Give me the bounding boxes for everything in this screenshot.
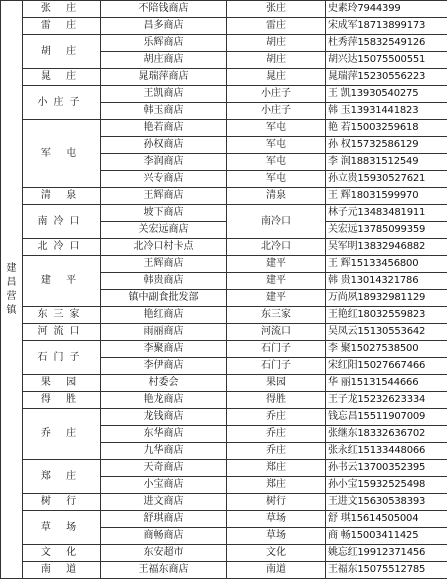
shop-name: 龙钱商店 bbox=[101, 409, 227, 426]
contact-cell: 胡兴达15075500551 bbox=[326, 52, 447, 69]
village-cell: 北冷口 bbox=[227, 239, 326, 256]
shop-name: 李润商店 bbox=[101, 154, 227, 171]
village-cell: 建平 bbox=[227, 273, 326, 290]
shop-name: 艳龙商店 bbox=[101, 392, 227, 409]
contact-cell: 杜秀萍15832549126 bbox=[326, 35, 447, 52]
table-row bbox=[1, 545, 447, 562]
village-cell: 草场 bbox=[227, 511, 326, 528]
shop-name: 天奇商店 bbox=[101, 460, 227, 477]
contact-cell: 宋成军18713899173 bbox=[326, 18, 447, 35]
shop-name: 雨丽商店 bbox=[101, 324, 227, 341]
village-name: 晁 庄 bbox=[23, 69, 101, 86]
village-name: 雷 庄 bbox=[23, 18, 101, 35]
village-name: 张 庄 bbox=[23, 1, 101, 18]
shop-name: 艳红商店 bbox=[101, 307, 227, 324]
contact-cell: 韩 贵13014321786 bbox=[326, 273, 447, 290]
table-row bbox=[1, 35, 447, 52]
village-name: 军 屯 bbox=[23, 120, 101, 188]
village-cell: 东三家 bbox=[227, 307, 326, 324]
contact-cell: 华 丽15131544666 bbox=[326, 375, 447, 392]
contact-cell: 孙 权15732586129 bbox=[326, 137, 447, 154]
village-cell: 小庄子 bbox=[227, 103, 326, 120]
village-name: 南冷口 bbox=[23, 205, 101, 239]
shop-name: 孙权商店 bbox=[101, 137, 227, 154]
shop-name: 晁瑞萍商店 bbox=[101, 69, 227, 86]
village-name: 南 道 bbox=[23, 562, 101, 579]
contact-cell: 晁瑞萍15230556223 bbox=[326, 69, 447, 86]
shop-name: 九华商店 bbox=[101, 443, 227, 460]
village-cell: 南冷口 bbox=[227, 205, 326, 239]
contact-cell: 张继东18332636702 bbox=[326, 426, 447, 443]
village-cell: 文化 bbox=[227, 545, 326, 562]
village-name: 小庄子 bbox=[23, 86, 101, 120]
shop-name: 艳若商店 bbox=[101, 120, 227, 137]
shop-name: 东安超市 bbox=[101, 545, 227, 562]
table-row bbox=[1, 511, 447, 528]
contact-cell: 韩 玉13931441823 bbox=[326, 103, 447, 120]
village-cell: 军屯 bbox=[227, 171, 326, 188]
town-name: 建昌营镇 bbox=[1, 1, 23, 579]
shop-name: 不陪钱商店 bbox=[101, 1, 227, 18]
shop-name: 王辉商店 bbox=[101, 256, 227, 273]
village-cell: 雷庄 bbox=[227, 18, 326, 35]
village-cell: 郑庄 bbox=[227, 477, 326, 494]
village-cell: 果园 bbox=[227, 375, 326, 392]
table-row bbox=[1, 188, 447, 205]
table-row bbox=[1, 205, 447, 222]
table-row bbox=[1, 392, 447, 409]
shop-name: 乐辉商店 bbox=[101, 35, 227, 52]
village-name: 文 化 bbox=[23, 545, 101, 562]
village-name: 北冷口 bbox=[23, 239, 101, 256]
village-name: 郑 庄 bbox=[23, 460, 101, 494]
shop-name: 韩贵商店 bbox=[101, 273, 227, 290]
table-row bbox=[1, 1, 447, 18]
shop-name: 王凯商店 bbox=[101, 86, 227, 103]
village-cell: 建平 bbox=[227, 256, 326, 273]
contact-cell: 王子龙15232623334 bbox=[326, 392, 447, 409]
table-row bbox=[1, 324, 447, 341]
village-cell: 得胜 bbox=[227, 392, 326, 409]
shop-name: 村委会 bbox=[101, 375, 227, 392]
shop-name: 坡下商店 bbox=[101, 205, 227, 222]
contact-cell: 孙书云13700352395 bbox=[326, 460, 447, 477]
shop-name: 兴专商店 bbox=[101, 171, 227, 188]
shop-name: 东华商店 bbox=[101, 426, 227, 443]
village-cell: 小庄子 bbox=[227, 86, 326, 103]
contact-cell: 孙立贵15930527621 bbox=[326, 171, 447, 188]
shop-name: 李伊商店 bbox=[101, 358, 227, 375]
shop-name: 王辉商店 bbox=[101, 188, 227, 205]
shop-name: 韩玉商店 bbox=[101, 103, 227, 120]
village-cell: 南道 bbox=[227, 562, 326, 579]
shop-name: 李聚商店 bbox=[101, 341, 227, 358]
table-body bbox=[1, 1, 447, 579]
village-name: 东三家 bbox=[23, 307, 101, 324]
contact-cell: 李 润18831512549 bbox=[326, 154, 447, 171]
shop-name: 王福东商店 bbox=[101, 562, 227, 579]
village-cell: 石门子 bbox=[227, 341, 326, 358]
contact-cell: 林子元13483481911 bbox=[326, 205, 447, 222]
village-cell: 清泉 bbox=[227, 188, 326, 205]
village-name: 河流口 bbox=[23, 324, 101, 341]
table-row bbox=[1, 239, 447, 256]
village-cell: 胡庄 bbox=[227, 35, 326, 52]
contact-cell: 李 聚15027538500 bbox=[326, 341, 447, 358]
village-name: 石门子 bbox=[23, 341, 101, 375]
shop-name: 商畅商店 bbox=[101, 528, 227, 545]
contact-cell: 王福东15075512785 bbox=[326, 562, 447, 579]
village-cell: 胡庄 bbox=[227, 52, 326, 69]
table-row bbox=[1, 409, 447, 426]
table-row bbox=[1, 375, 447, 392]
village-name: 果 园 bbox=[23, 375, 101, 392]
table-row bbox=[1, 341, 447, 358]
village-name: 建 平 bbox=[23, 256, 101, 307]
village-cell: 郑庄 bbox=[227, 460, 326, 477]
village-cell: 军屯 bbox=[227, 154, 326, 171]
contact-cell: 姚忘红19912371456 bbox=[326, 545, 447, 562]
table-row bbox=[1, 307, 447, 324]
table-row bbox=[1, 494, 447, 511]
contact-cell: 王 辉15133456800 bbox=[326, 256, 447, 273]
village-name: 得 胜 bbox=[23, 392, 101, 409]
village-cell: 张庄 bbox=[227, 1, 326, 18]
contact-cell: 关宏远13785099359 bbox=[326, 222, 447, 239]
village-name: 胡 庄 bbox=[23, 35, 101, 69]
table-row bbox=[1, 256, 447, 273]
shop-name: 小宝商店 bbox=[101, 477, 227, 494]
contact-cell: 王 凯13930540275 bbox=[326, 86, 447, 103]
contact-cell: 艳 若15003259618 bbox=[326, 120, 447, 137]
shop-name: 舒琪商店 bbox=[101, 511, 227, 528]
village-cell: 军屯 bbox=[227, 137, 326, 154]
table-row bbox=[1, 69, 447, 86]
contact-cell: 宋红阳15027667466 bbox=[326, 358, 447, 375]
contact-cell: 吴凤云15130553642 bbox=[326, 324, 447, 341]
village-cell: 晁庄 bbox=[227, 69, 326, 86]
village-cell: 乔庄 bbox=[227, 443, 326, 460]
shop-name: 昌多商店 bbox=[101, 18, 227, 35]
village-name: 乔 庄 bbox=[23, 409, 101, 460]
table-row bbox=[1, 86, 447, 103]
village-cell: 乔庄 bbox=[227, 409, 326, 426]
shop-name: 北冷口村卡点 bbox=[101, 239, 227, 256]
contact-cell: 舒 琪15614505004 bbox=[326, 511, 447, 528]
contact-cell: 王 辉18031599970 bbox=[326, 188, 447, 205]
shop-name: 进文商店 bbox=[101, 494, 227, 511]
table-row bbox=[1, 120, 447, 137]
shop-name: 关宏远商店 bbox=[101, 222, 227, 239]
contact-cell: 史素玲7944399 bbox=[326, 1, 447, 18]
village-cell: 军屯 bbox=[227, 120, 326, 137]
village-name: 清 泉 bbox=[23, 188, 101, 205]
table-row bbox=[1, 18, 447, 35]
village-cell: 石门子 bbox=[227, 358, 326, 375]
table-row bbox=[1, 562, 447, 579]
village-cell: 建平 bbox=[227, 290, 326, 307]
shop-name: 镇中副食批发部 bbox=[101, 290, 227, 307]
contact-cell: 孙小宝15932525498 bbox=[326, 477, 447, 494]
shop-name: 胡庄商店 bbox=[101, 52, 227, 69]
village-name: 草 场 bbox=[23, 511, 101, 545]
contact-cell: 吴军明13832946882 bbox=[326, 239, 447, 256]
village-cell: 河流口 bbox=[227, 324, 326, 341]
contact-cell: 万尚夙18932981129 bbox=[326, 290, 447, 307]
contact-cell: 王艳红18032559823 bbox=[326, 307, 447, 324]
village-cell: 树行 bbox=[227, 494, 326, 511]
contact-cell: 钱忘昌15511907009 bbox=[326, 409, 447, 426]
contact-cell: 商 畅15003411425 bbox=[326, 528, 447, 545]
table-row bbox=[1, 460, 447, 477]
contact-cell: 张永红15133448066 bbox=[326, 443, 447, 460]
village-cell: 草场 bbox=[227, 528, 326, 545]
village-cell: 乔庄 bbox=[227, 426, 326, 443]
village-name: 树 行 bbox=[23, 494, 101, 511]
contact-cell: 王进文15630538393 bbox=[326, 494, 447, 511]
